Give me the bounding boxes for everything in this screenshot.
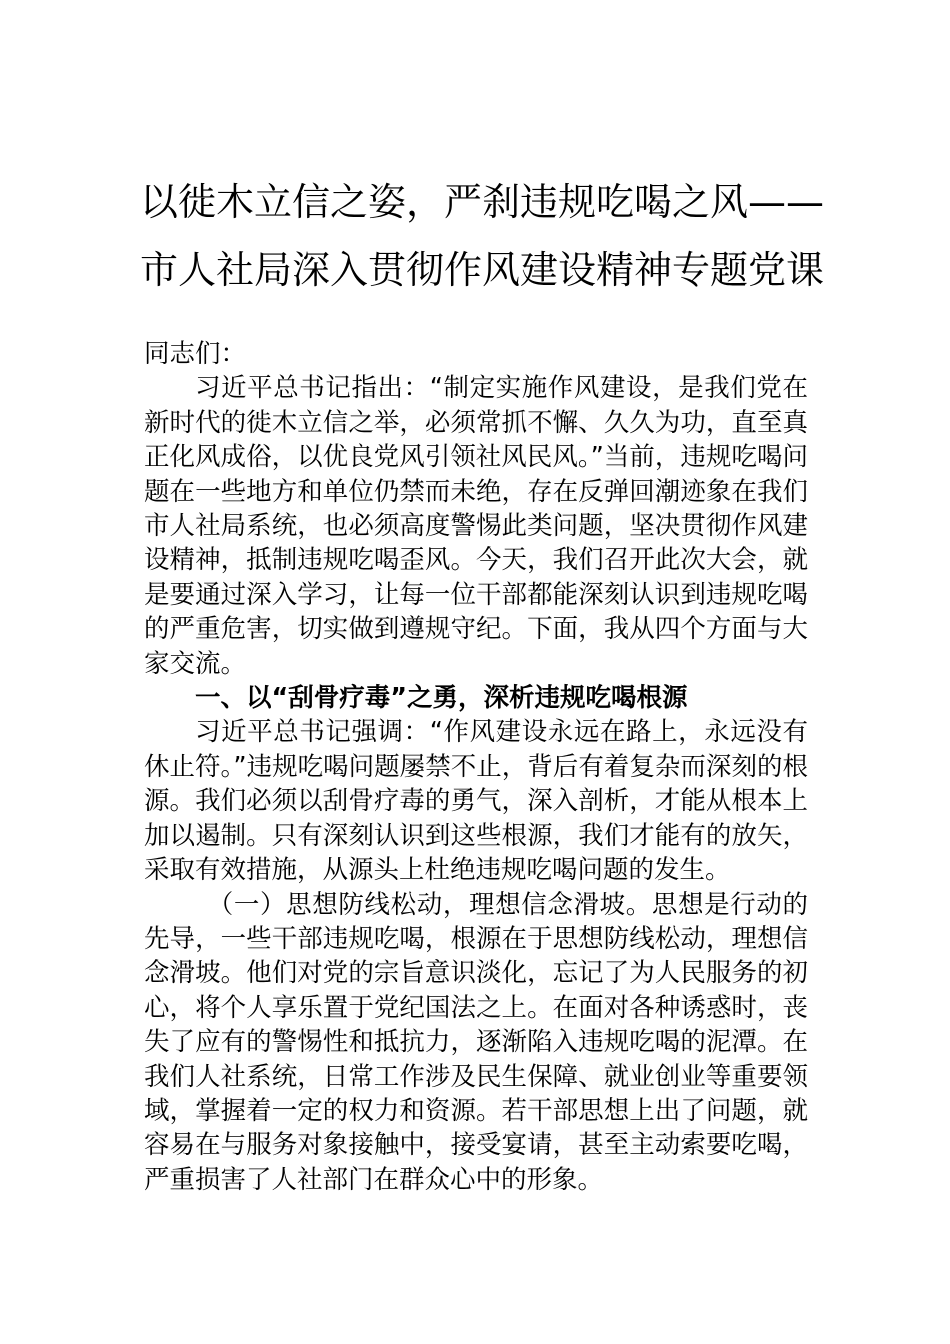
document-body bbox=[144, 337, 808, 1197]
document-title-line-1: 以徙木立信之姿，严刹违规吃喝之风—— bbox=[140, 180, 825, 224]
paragraph-subsection-1: （一）思想防线松动，理想信念滑坡。思想是行动的先导，一些干部违规吃喝，根源在于思想防线松动，理想信念滑坡。他们对党的宗旨意识淡化，忘记了为人民服务的初心，将个人享乐置于党纪国法之上。在面对各种诱惑时，丧失了应有的警惕性和抵抗力，逐渐陷入违规吃喝的泥潭。在我们人社系统，日常工作涉及民生保障、就业创业等重要领域，掌握着一定的权力和资源。若干部思想上出了问题，就容易在与服务对象接触中，接受宴请，甚至主动索要吃喝，严重损害了人社部门在群众心中的形象。 bbox=[144, 889, 808, 1195]
salutation: 同志们： bbox=[144, 339, 247, 369]
document-title-line-2: 市人社局深入贯彻作风建设精神专题党课 bbox=[140, 248, 825, 292]
paragraph-section-intro: 习近平总书记强调：“作风建设永远在路上，永远没有休止符。”违规吃喝问题屡禁不止，背后有着复杂而深刻的根源。我们必须以刮骨疗毒的勇气，深入剖析，才能从根本上加以遏制。只有深刻认识到这些根源，我们才能有的放矢，采取有效措施，从源头上杜绝违规吃喝问题的发生。 bbox=[144, 717, 808, 886]
section-heading: 一、以“刮骨疗毒”之勇，深析违规吃喝根源 bbox=[195, 683, 688, 714]
paragraph-intro: 习近平总书记指出：“制定实施作风建设，是我们党在新时代的徙木立信之举，必须常抓不懈、久久为功，直至真正化风成俗，以优良党风引领社风民风。”当前，违规吃喝问题在一些地方和单位仍禁而未绝，存在反弹回潮迹象在我们市人社局系统，也必须高度警惕此类问题，坚决贯彻作风建设精神，抵制违规吃喝歪风。今天，我们召开此次大会，就是要通过深入学习，让每一位干部都能深刻认识到违规吃喝的严重危害，切实做到遵规守纪。下面，我从四个方面与大家交流。 bbox=[144, 373, 808, 679]
